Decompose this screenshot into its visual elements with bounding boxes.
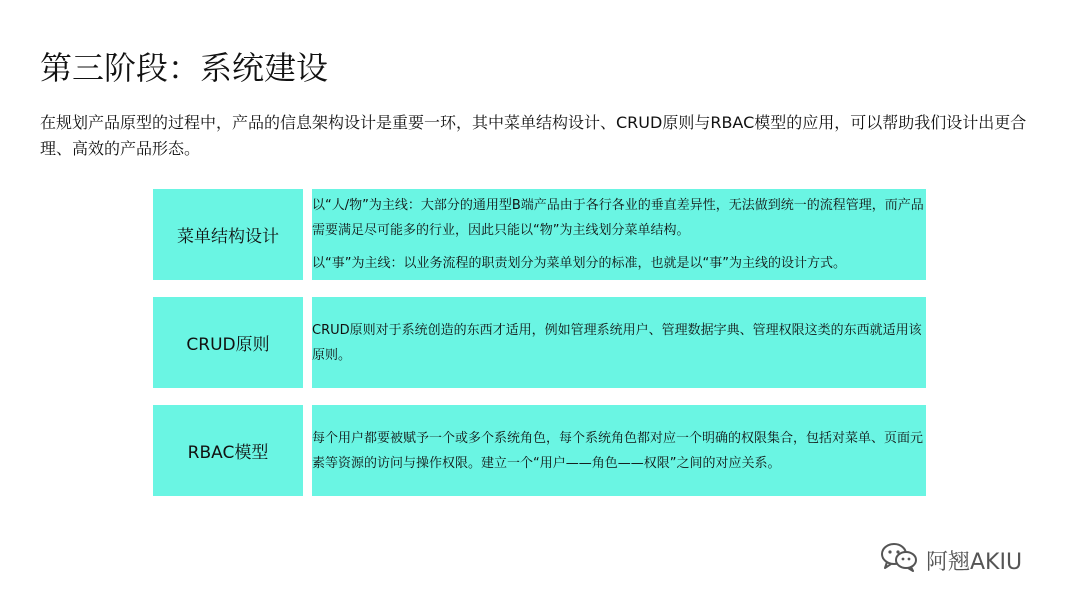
description-paragraph: 以“人/物”为主线：大部分的通用型B端产品由于各行各业的垂直差异性，无法做到统一的流程管理，而产品需要满足尽可能多的行业，因此只能以“物”为主线划分菜单结构。: [312, 198, 924, 238]
watermark: [880, 542, 1022, 578]
row-crud: [153, 297, 926, 388]
row-rbac: [153, 405, 926, 496]
row-description: [312, 297, 926, 388]
watermark-text: 阿翘AKIU: [926, 549, 1023, 575]
row-label: RBAC模型: [153, 405, 303, 496]
description-paragraph: 以“事”为主线：以业务流程的职责划分为菜单划分的标准，也就是以“事”为主线的设计方式。: [312, 256, 846, 271]
row-menu-structure: [153, 189, 926, 280]
slide-title: 第三阶段：系统建设: [40, 49, 329, 87]
row-label: 菜单结构设计: [153, 189, 303, 280]
row-label: CRUD原则: [153, 297, 303, 388]
wechat-icon: [880, 542, 926, 578]
row-description: [312, 405, 926, 496]
intro-paragraph: 在规划产品原型的过程中，产品的信息架构设计是重要一环，其中菜单结构设计、CRUD原则与RBAC模型的应用，可以帮助我们设计出更合理、高效的产品形态。: [40, 113, 1027, 158]
row-description: [312, 189, 926, 280]
description-paragraph: 每个用户都要被赋予一个或多个系统角色，每个系统角色都对应一个明确的权限集合，包括对菜单、页面元素等资源的访问与操作权限。建立一个“用户——角色——权限”之间的对应关系。: [312, 430, 924, 471]
description-paragraph: CRUD原则对于系统创造的东西才适用，例如管理系统用户、管理数据字典、管理权限这类的东西就适用该原则。: [312, 322, 922, 363]
